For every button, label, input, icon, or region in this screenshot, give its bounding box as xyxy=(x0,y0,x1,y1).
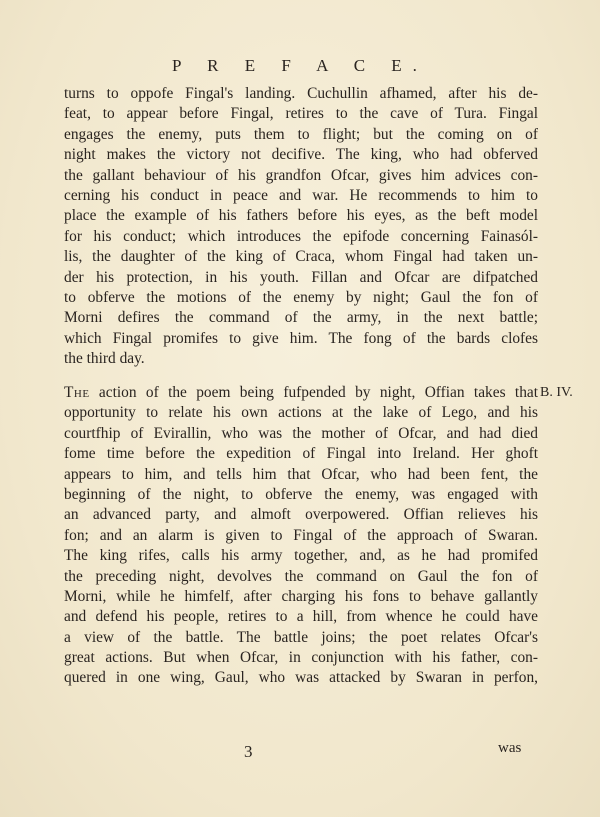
first-line-text: action of the poem being fufpended by night, Offian takes that xyxy=(89,384,538,401)
page-number: 3 xyxy=(244,742,253,761)
text-line: fon; and an alarm is given to Fingal of the approach of Swaran. xyxy=(64,526,538,544)
text-line: an advanced party, and almoft overpowered. Offian relieves his xyxy=(64,506,538,524)
text-line: Morni defires the command of the army, in the next battle; xyxy=(64,309,538,327)
text-line: der his protection, in his youth. Fillan and Ofcar are difpatched xyxy=(64,268,538,286)
text-line: for his conduct; which introduces the epifode concerning Fainasól- xyxy=(64,227,538,245)
text-line: The king rifes, calls his army together, and, as he had promifed xyxy=(64,547,538,565)
text-line: appears to him, and tells him that Ofcar, who had been fent, the xyxy=(64,465,538,483)
text-line: cerning his conduct in peace and war. He recommends to him to xyxy=(64,186,538,204)
text-line: great actions. But when Ofcar, in conjunction with his father, con- xyxy=(64,649,538,667)
text-line: a view of the battle. The battle joins; the poet relates Ofcar's xyxy=(64,628,538,646)
catchword: was xyxy=(498,740,522,756)
running-head: P R E F A C E. xyxy=(172,56,428,75)
text-line: quered in one wing, Gaul, who was attacked by Swaran in perfon, xyxy=(64,669,538,687)
text-line: engages the enemy, puts them to flight; but the coming on of xyxy=(64,125,538,143)
text-line: which Fingal promifes to give him. The fong of the bards clofes xyxy=(64,329,538,347)
paragraph-book-iv-summary xyxy=(64,383,538,689)
text-line: to obferve the motions of the enemy by night; Gaul the fon of xyxy=(64,288,538,306)
text-line: beginning of the night, to obferve the enemy, was engaged with xyxy=(64,485,538,503)
text-line: lis, the daughter of the king of Craca, whom Fingal had taken un- xyxy=(64,248,538,266)
text-line: Morni, while he himfelf, after charging his fons to behave gallantly xyxy=(64,587,538,605)
text-line: opportunity to relate his own actions at the lake of Lego, and his xyxy=(64,404,538,422)
text-line: the preceding night, devolves the command on Gaul the fon of xyxy=(64,567,538,585)
text-line: place the example of his fathers before his eyes, as the beft model xyxy=(64,207,538,225)
text-line: turns to oppofe Fingal's landing. Cuchullin afhamed, after his de- xyxy=(64,85,538,102)
text-line: the gallant behaviour of his grandfon Ofcar, gives him advices con- xyxy=(64,166,538,184)
lead-word: The xyxy=(64,384,90,401)
text-line: night makes the victory not decifive. The king, who had obferved xyxy=(64,146,538,164)
text-line: fome time before the expedition of Fingal into Ireland. Her ghoft xyxy=(64,445,538,463)
text-line: courtfhip of Evirallin, who was the mother of Ofcar, and had died xyxy=(64,424,538,442)
text-line-first xyxy=(64,383,538,403)
text-line: feat, to appear before Fingal, retires to the cave of Tura. Fingal xyxy=(64,105,538,123)
paragraph-book-iii-summary xyxy=(64,84,538,369)
margin-note-book: B. IV. xyxy=(540,385,573,400)
text-line: the third day. xyxy=(64,350,145,368)
text-line: and defend his people, retires to a hill, from whence he could have xyxy=(64,608,538,626)
